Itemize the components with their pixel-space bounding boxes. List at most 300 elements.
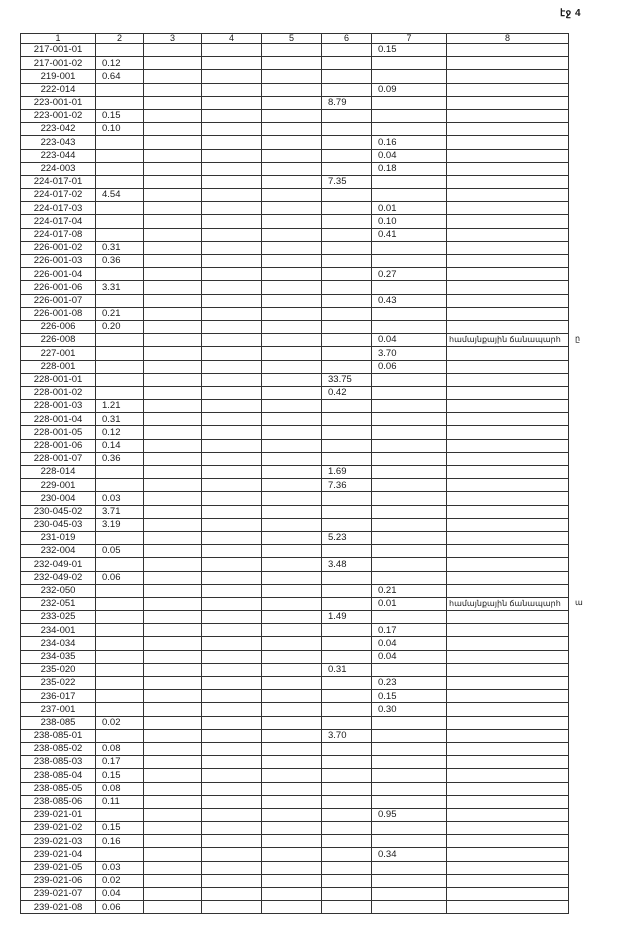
column-7-cell <box>372 57 447 70</box>
table-row <box>21 637 569 650</box>
column-2-cell-text: 0.20 <box>102 321 121 333</box>
column-5-cell <box>262 729 322 742</box>
column-header-row <box>21 34 569 44</box>
column-3-cell <box>144 571 202 584</box>
column-7-cell <box>372 611 447 624</box>
column-2-cell <box>96 505 144 518</box>
column-4-cell <box>202 175 262 188</box>
column-6-cell <box>322 136 372 149</box>
parcel-code-cell-text: 234-001 <box>40 624 76 636</box>
column-4-cell <box>202 44 262 57</box>
column-3-cell <box>144 44 202 57</box>
column-7-cell <box>372 320 447 333</box>
column-6-cell <box>322 822 372 835</box>
column-6-cell-text: 1.69 <box>328 466 347 478</box>
column-6-cell <box>322 808 372 821</box>
parcel-code-cell-text: 228-014 <box>40 466 76 478</box>
table-row <box>21 716 569 729</box>
column-4-cell <box>202 281 262 294</box>
column-2-cell <box>96 611 144 624</box>
column-2-cell <box>96 703 144 716</box>
parcel-code-cell-text: 230-045-03 <box>33 519 83 531</box>
column-2-cell <box>96 215 144 228</box>
column-7-cell-text: 0.15 <box>378 690 397 702</box>
column-3-cell <box>144 545 202 558</box>
table-row <box>21 413 569 426</box>
column-2-cell <box>96 756 144 769</box>
column-8-cell <box>447 822 569 835</box>
column-5-cell <box>262 677 322 690</box>
column-2-cell-text: 0.36 <box>102 453 121 465</box>
column-header: 6 <box>322 34 372 44</box>
column-2-cell <box>96 109 144 122</box>
column-6-cell <box>322 571 372 584</box>
column-6-cell <box>322 452 372 465</box>
column-3-cell <box>144 558 202 571</box>
column-5-cell <box>262 690 322 703</box>
column-6-cell <box>322 268 372 281</box>
column-2-cell <box>96 729 144 742</box>
parcel-code-cell-text: 223-044 <box>40 149 76 161</box>
column-2-cell <box>96 241 144 254</box>
column-8-cell-text: համայնքային ճանապարհ <box>449 598 561 608</box>
column-3-cell <box>144 782 202 795</box>
column-6-cell <box>322 373 372 386</box>
parcel-code-cell-text: 224-017-04 <box>33 215 83 227</box>
column-6-cell <box>322 492 372 505</box>
column-2-cell <box>96 690 144 703</box>
parcel-code-cell-text: 228-001 <box>40 360 76 372</box>
parcel-code-cell <box>21 782 96 795</box>
column-5-cell <box>262 505 322 518</box>
table-row <box>21 149 569 162</box>
column-4-cell <box>202 690 262 703</box>
column-6-cell <box>322 716 372 729</box>
parcel-code-cell <box>21 729 96 742</box>
parcel-code-cell <box>21 611 96 624</box>
column-7-cell <box>372 44 447 57</box>
parcel-code-cell <box>21 413 96 426</box>
column-4-cell <box>202 611 262 624</box>
column-8-cell-text: համայնքային ճանապարհ <box>449 335 561 345</box>
column-7-cell-text: 0.95 <box>378 809 397 821</box>
column-7-cell-text: 3.70 <box>378 347 397 359</box>
column-6-cell <box>322 584 372 597</box>
table-row <box>21 386 569 399</box>
column-7-cell <box>372 479 447 492</box>
column-5-cell <box>262 96 322 109</box>
table-row <box>21 729 569 742</box>
column-4-cell <box>202 373 262 386</box>
parcel-code-cell <box>21 584 96 597</box>
column-7-cell-text: 0.01 <box>378 598 397 610</box>
column-5-cell <box>262 756 322 769</box>
column-5-cell <box>262 663 322 676</box>
parcel-code-cell <box>21 901 96 914</box>
column-6-cell <box>322 320 372 333</box>
table-row <box>21 175 569 188</box>
column-4-cell <box>202 57 262 70</box>
parcel-code-cell <box>21 452 96 465</box>
column-4-cell <box>202 848 262 861</box>
column-4-cell <box>202 202 262 215</box>
parcel-code-cell-text: 235-020 <box>40 664 76 676</box>
column-7-cell <box>372 439 447 452</box>
column-5-cell <box>262 109 322 122</box>
column-3-cell <box>144 703 202 716</box>
column-7-cell <box>372 281 447 294</box>
column-7-cell <box>372 175 447 188</box>
column-4-cell <box>202 571 262 584</box>
column-8-cell <box>447 716 569 729</box>
column-7-cell-text: 0.10 <box>378 215 397 227</box>
parcel-code-cell <box>21 162 96 175</box>
column-2-cell-text: 0.03 <box>102 492 121 504</box>
column-4-cell <box>202 162 262 175</box>
parcel-code-cell-text: 228-001-04 <box>33 413 83 425</box>
column-6-cell <box>322 228 372 241</box>
parcel-code-cell-text: 226-001-02 <box>33 242 83 254</box>
column-6-cell <box>322 795 372 808</box>
column-7-cell <box>372 518 447 531</box>
column-2-cell-text: 0.36 <box>102 255 121 267</box>
column-7-cell <box>372 241 447 254</box>
column-3-cell <box>144 268 202 281</box>
parcel-code-cell <box>21 215 96 228</box>
column-8-cell <box>447 109 569 122</box>
parcel-code-cell-text: 228-001-01 <box>33 374 83 386</box>
table-row <box>21 215 569 228</box>
parcel-code-cell-text: 238-085-04 <box>33 769 83 781</box>
column-7-cell-text: 0.04 <box>378 650 397 662</box>
column-6-cell <box>322 650 372 663</box>
column-6-cell <box>322 439 372 452</box>
column-8-cell <box>447 505 569 518</box>
column-7-cell <box>372 228 447 241</box>
column-3-cell <box>144 202 202 215</box>
column-5-cell <box>262 637 322 650</box>
parcel-code-cell <box>21 466 96 479</box>
parcel-code-cell-text: 237-001 <box>40 703 76 715</box>
table-row <box>21 162 569 175</box>
column-3-cell <box>144 597 202 610</box>
column-3-cell <box>144 795 202 808</box>
column-5-cell <box>262 650 322 663</box>
column-7-cell <box>372 663 447 676</box>
column-7-cell-text: 0.17 <box>378 624 397 636</box>
column-6-cell <box>322 189 372 202</box>
column-8-cell <box>447 162 569 175</box>
table-row <box>21 901 569 914</box>
column-4-cell <box>202 624 262 637</box>
table-row <box>21 782 569 795</box>
column-3-cell <box>144 413 202 426</box>
column-8-cell <box>447 281 569 294</box>
parcel-code-cell-text: 238-085-02 <box>33 743 83 755</box>
column-7-cell <box>372 426 447 439</box>
column-2-cell <box>96 83 144 96</box>
column-8-cell <box>447 307 569 320</box>
table-row <box>21 822 569 835</box>
column-6-cell-text: 3.70 <box>328 730 347 742</box>
column-3-cell <box>144 281 202 294</box>
column-2-cell <box>96 848 144 861</box>
column-7-cell <box>372 505 447 518</box>
column-6-cell <box>322 558 372 571</box>
column-2-cell <box>96 228 144 241</box>
column-2-cell-text: 0.64 <box>102 70 121 82</box>
column-7-cell <box>372 769 447 782</box>
column-5-cell <box>262 44 322 57</box>
parcel-code-cell <box>21 175 96 188</box>
column-2-cell <box>96 597 144 610</box>
column-7-cell <box>372 162 447 175</box>
parcel-code-cell <box>21 479 96 492</box>
column-4-cell <box>202 795 262 808</box>
column-3-cell <box>144 439 202 452</box>
column-6-cell <box>322 518 372 531</box>
column-2-cell <box>96 835 144 848</box>
column-8-cell <box>447 835 569 848</box>
column-7-cell-text: 0.27 <box>378 268 397 280</box>
column-3-cell <box>144 109 202 122</box>
parcel-code-cell-text: 239-021-04 <box>33 848 83 860</box>
column-4-cell <box>202 769 262 782</box>
column-7-cell <box>372 123 447 136</box>
parcel-code-cell <box>21 360 96 373</box>
table-row <box>21 44 569 57</box>
column-5-cell <box>262 808 322 821</box>
parcel-code-cell-text: 223-001-01 <box>33 97 83 109</box>
column-7-cell <box>372 703 447 716</box>
column-6-cell <box>322 294 372 307</box>
column-2-cell-text: 0.15 <box>102 822 121 834</box>
column-8-cell <box>447 874 569 887</box>
column-3-cell <box>144 241 202 254</box>
column-2-cell <box>96 334 144 347</box>
column-4-cell <box>202 241 262 254</box>
column-7-cell <box>372 584 447 597</box>
column-8-overflow-text: ը <box>575 334 581 344</box>
column-8-cell <box>447 452 569 465</box>
column-2-cell <box>96 347 144 360</box>
parcel-code-cell <box>21 742 96 755</box>
column-6-cell <box>322 70 372 83</box>
column-6-cell <box>322 96 372 109</box>
column-2-cell <box>96 808 144 821</box>
column-3-cell <box>144 756 202 769</box>
table-row <box>21 624 569 637</box>
column-6-cell <box>322 637 372 650</box>
parcel-code-cell <box>21 123 96 136</box>
column-5-cell <box>262 281 322 294</box>
column-5-cell <box>262 611 322 624</box>
column-5-cell <box>262 571 322 584</box>
parcel-code-cell-text: 239-021-08 <box>33 901 83 913</box>
column-8-cell <box>447 189 569 202</box>
parcel-code-cell <box>21 189 96 202</box>
table-row <box>21 57 569 70</box>
column-7-cell-text: 0.18 <box>378 163 397 175</box>
column-7-cell <box>372 202 447 215</box>
table-row <box>21 611 569 624</box>
column-8-cell <box>447 175 569 188</box>
column-3-cell <box>144 373 202 386</box>
column-3-cell <box>144 848 202 861</box>
column-5-cell <box>262 584 322 597</box>
column-4-cell <box>202 874 262 887</box>
column-3-cell <box>144 874 202 887</box>
column-4-cell <box>202 83 262 96</box>
column-6-cell <box>322 426 372 439</box>
column-6-cell-text: 0.42 <box>328 387 347 399</box>
column-5-cell <box>262 558 322 571</box>
column-3-cell <box>144 360 202 373</box>
table-row <box>21 835 569 848</box>
column-7-cell <box>372 215 447 228</box>
column-3-cell <box>144 162 202 175</box>
table-row <box>21 426 569 439</box>
column-4-cell <box>202 558 262 571</box>
column-8-cell <box>447 545 569 558</box>
parcel-code-cell-text: 224-017-02 <box>33 189 83 201</box>
column-2-cell <box>96 637 144 650</box>
column-8-cell <box>447 756 569 769</box>
table-row <box>21 294 569 307</box>
parcel-code-cell-text: 226-006 <box>40 321 76 333</box>
table-row <box>21 505 569 518</box>
parcel-code-cell-text: 238-085-01 <box>33 730 83 742</box>
table-row <box>21 307 569 320</box>
column-8-cell <box>447 360 569 373</box>
column-6-cell-text: 33.75 <box>328 374 352 386</box>
parcel-code-cell <box>21 320 96 333</box>
column-4-cell <box>202 228 262 241</box>
column-4-cell <box>202 320 262 333</box>
column-8-cell <box>447 57 569 70</box>
parcel-code-cell <box>21 874 96 887</box>
column-8-cell <box>447 479 569 492</box>
column-7-cell <box>372 742 447 755</box>
column-3-cell <box>144 70 202 83</box>
column-8-cell <box>447 373 569 386</box>
column-5-cell <box>262 742 322 755</box>
land-parcel-table <box>20 33 583 914</box>
column-3-cell <box>144 822 202 835</box>
column-5-cell <box>262 466 322 479</box>
column-5-cell <box>262 83 322 96</box>
column-5-cell <box>262 518 322 531</box>
column-header: 5 <box>262 34 322 44</box>
column-7-cell-text: 0.04 <box>378 334 397 346</box>
column-2-cell <box>96 769 144 782</box>
column-4-cell <box>202 492 262 505</box>
column-3-cell <box>144 729 202 742</box>
parcel-code-cell <box>21 44 96 57</box>
column-6-cell <box>322 611 372 624</box>
column-8-cell <box>447 439 569 452</box>
column-3-cell <box>144 307 202 320</box>
column-2-cell <box>96 492 144 505</box>
column-2-cell <box>96 386 144 399</box>
column-8-cell <box>447 255 569 268</box>
column-4-cell <box>202 189 262 202</box>
parcel-code-cell <box>21 202 96 215</box>
column-5-cell <box>262 716 322 729</box>
column-7-cell <box>372 888 447 901</box>
column-5-cell <box>262 373 322 386</box>
parcel-code-cell <box>21 835 96 848</box>
column-8-cell <box>447 650 569 663</box>
column-5-cell <box>262 703 322 716</box>
table-row <box>21 518 569 531</box>
column-8-cell <box>447 637 569 650</box>
column-2-cell <box>96 360 144 373</box>
column-7-cell <box>372 597 447 610</box>
column-5-cell <box>262 835 322 848</box>
column-3-cell <box>144 294 202 307</box>
column-4-cell <box>202 466 262 479</box>
column-3-cell <box>144 255 202 268</box>
column-5-cell <box>262 307 322 320</box>
column-7-cell <box>372 347 447 360</box>
column-7-cell-text: 0.21 <box>378 585 397 597</box>
table-row <box>21 136 569 149</box>
parcel-code-cell-text: 234-034 <box>40 637 76 649</box>
column-6-cell-text: 7.35 <box>328 176 347 188</box>
column-4-cell <box>202 426 262 439</box>
table-row <box>21 400 569 413</box>
parcel-code-cell-text: 226-001-04 <box>33 268 83 280</box>
column-8-cell <box>447 215 569 228</box>
column-6-cell <box>322 334 372 347</box>
table-row <box>21 96 569 109</box>
column-6-cell <box>322 874 372 887</box>
column-2-cell <box>96 650 144 663</box>
table-row <box>21 690 569 703</box>
parcel-code-cell-text: 226-008 <box>40 334 76 346</box>
parcel-code-cell-text: 224-017-03 <box>33 202 83 214</box>
column-6-cell <box>322 597 372 610</box>
column-7-cell <box>372 307 447 320</box>
column-3-cell <box>144 531 202 544</box>
parcel-code-cell-text: 239-021-02 <box>33 822 83 834</box>
column-8-cell <box>447 294 569 307</box>
column-5-cell <box>262 189 322 202</box>
parcel-code-cell-text: 226-001-06 <box>33 281 83 293</box>
column-2-cell-text: 0.31 <box>102 242 121 254</box>
column-3-cell <box>144 57 202 70</box>
parcel-code-cell <box>21 228 96 241</box>
column-7-cell <box>372 782 447 795</box>
column-6-cell <box>322 386 372 399</box>
parcel-code-cell <box>21 307 96 320</box>
column-7-cell <box>372 413 447 426</box>
column-2-cell-text: 0.21 <box>102 308 121 320</box>
column-8-cell <box>447 466 569 479</box>
column-5-cell <box>262 149 322 162</box>
column-7-cell <box>372 96 447 109</box>
column-7-cell <box>372 835 447 848</box>
column-5-cell <box>262 320 322 333</box>
column-8-cell <box>447 901 569 914</box>
parcel-code-cell <box>21 703 96 716</box>
parcel-code-cell-text: 217-001-01 <box>33 44 83 56</box>
column-3-cell <box>144 83 202 96</box>
table-row <box>21 677 569 690</box>
parcel-code-cell <box>21 426 96 439</box>
column-4-cell <box>202 413 262 426</box>
